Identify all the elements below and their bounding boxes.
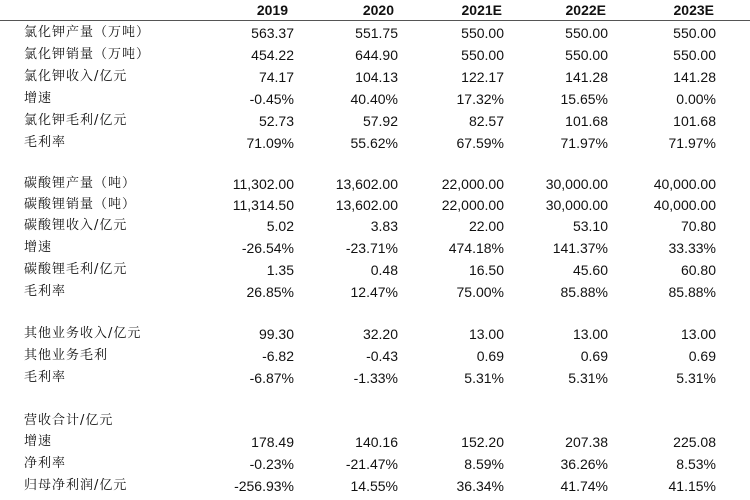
table-row [0, 66, 750, 88]
cell-2020: 57.92 [362, 113, 398, 129]
cell-2020: 104.13 [355, 69, 398, 85]
cell-2019: -26.54% [241, 240, 294, 256]
cell-2023e: 60.80 [680, 262, 716, 278]
table-row [0, 215, 750, 237]
cell-2019: -6.87% [249, 370, 294, 386]
header-year-2019: 2019 [256, 2, 288, 18]
cell-2022e: 15.65% [560, 91, 608, 107]
row-label: 营收合计/亿元 [24, 413, 114, 428]
cell-2021e: 550.00 [461, 25, 504, 41]
cell-2023e: 13.00 [680, 326, 716, 342]
table-row [0, 237, 750, 259]
cell-2022e: 45.60 [572, 262, 608, 278]
row-label: 碳酸锂销量（吨） [24, 197, 137, 212]
cell-2020: 140.16 [355, 434, 398, 450]
cell-2020: -0.43 [366, 348, 398, 364]
header-year-2023e: 2023E [673, 2, 714, 18]
cell-2023e: 0.00% [676, 91, 716, 107]
row-label: 其他业务收入/亿元 [24, 326, 142, 341]
cell-2023e: 8.53% [676, 456, 716, 472]
header-year-2022e: 2022E [565, 2, 606, 18]
cell-2021e: 82.57 [468, 113, 504, 129]
table-row [0, 22, 750, 44]
cell-2023e: 71.97% [668, 135, 716, 151]
cell-2022e: 36.26% [560, 456, 608, 472]
cell-2021e: 75.00% [456, 284, 504, 300]
cell-2019: 11,302.00 [232, 176, 294, 192]
cell-2023e: 0.69 [688, 348, 716, 364]
cell-2021e: 16.50 [468, 262, 504, 278]
cell-2023e: 70.80 [680, 218, 716, 234]
cell-2023e: 40,000.00 [653, 176, 716, 192]
table-row [0, 110, 750, 132]
cell-2022e: 550.00 [565, 25, 608, 41]
cell-2021e: 67.59% [456, 135, 504, 151]
cell-2021e: 5.31% [464, 370, 504, 386]
cell-2023e: 550.00 [673, 25, 716, 41]
cell-2021e: 474.18% [448, 240, 504, 256]
row-label: 氯化钾产量（万吨） [24, 25, 151, 40]
cell-2023e: 33.33% [668, 240, 716, 256]
cell-2023e: 5.31% [676, 370, 716, 386]
cell-2020: 3.83 [370, 218, 398, 234]
cell-2022e: 141.28 [565, 69, 608, 85]
cell-2022e: 71.97% [560, 135, 608, 151]
cell-2022e: 53.10 [572, 218, 608, 234]
table-row [0, 132, 750, 154]
row-label: 归母净利润/亿元 [24, 478, 128, 493]
row-label: 毛利率 [24, 370, 67, 385]
cell-2020: 40.40% [350, 91, 398, 107]
cell-2020: 644.90 [355, 47, 398, 63]
table-row [0, 44, 750, 66]
row-label: 碳酸锂收入/亿元 [24, 218, 128, 233]
cell-2021e: 8.59% [464, 456, 504, 472]
row-label: 氯化钾毛利/亿元 [24, 113, 128, 128]
table-row [0, 345, 750, 367]
cell-2021e: 122.17 [461, 69, 504, 85]
cell-2021e: 22,000.00 [441, 197, 504, 213]
row-label: 增速 [24, 240, 53, 255]
cell-2021e: 13.00 [468, 326, 504, 342]
cell-2021e: 22.00 [468, 218, 504, 234]
cell-2023e: 85.88% [668, 284, 716, 300]
cell-2023e: 550.00 [673, 47, 716, 63]
table-row [0, 173, 750, 195]
cell-2022e: 41.74% [560, 478, 608, 494]
cell-2021e: 17.32% [456, 91, 504, 107]
cell-2019: 454.22 [251, 47, 294, 63]
cell-2023e: 41.15% [668, 478, 716, 494]
cell-2021e: 0.69 [476, 348, 504, 364]
cell-2019: -0.23% [249, 456, 294, 472]
table-row [0, 194, 750, 216]
cell-2019: 1.35 [266, 262, 294, 278]
cell-2022e: 13.00 [572, 326, 608, 342]
cell-2019: -256.93% [234, 478, 294, 494]
cell-2020: 551.75 [355, 25, 398, 41]
cell-2023e: 141.28 [673, 69, 716, 85]
cell-2019: 5.02 [266, 218, 294, 234]
cell-2019: 71.09% [246, 135, 294, 151]
row-label: 氯化钾收入/亿元 [24, 69, 128, 84]
cell-2020: 55.62% [350, 135, 398, 151]
table-row [0, 475, 750, 497]
row-label: 毛利率 [24, 284, 67, 299]
row-label: 净利率 [24, 456, 67, 471]
cell-2022e: 30,000.00 [545, 176, 608, 192]
cell-2021e: 550.00 [461, 47, 504, 63]
table-row [0, 281, 750, 303]
row-label: 碳酸锂毛利/亿元 [24, 262, 128, 277]
row-label: 增速 [24, 434, 53, 449]
row-label: 氯化钾销量（万吨） [24, 47, 151, 62]
cell-2021e: 22,000.00 [441, 176, 504, 192]
cell-2019: 74.17 [258, 69, 294, 85]
row-label: 其他业务毛利 [24, 348, 109, 363]
cell-2019: 11,314.50 [232, 197, 294, 213]
cell-2019: 563.37 [251, 25, 294, 41]
cell-2022e: 101.68 [565, 113, 608, 129]
row-label: 碳酸锂产量（吨） [24, 176, 137, 191]
cell-2019: 52.73 [258, 113, 294, 129]
header-year-2021e: 2021E [461, 2, 502, 18]
cell-2023e: 40,000.00 [653, 197, 716, 213]
cell-2020: 13,602.00 [335, 197, 398, 213]
table-row [0, 323, 750, 345]
cell-2022e: 207.38 [565, 434, 608, 450]
cell-2022e: 141.37% [552, 240, 608, 256]
cell-2023e: 101.68 [673, 113, 716, 129]
cell-2020: 12.47% [350, 284, 398, 300]
cell-2022e: 85.88% [560, 284, 608, 300]
table-row [0, 259, 750, 281]
cell-2021e: 152.20 [461, 434, 504, 450]
cell-2020: -1.33% [353, 370, 398, 386]
table-row [0, 410, 750, 432]
cell-2019: 178.49 [251, 434, 294, 450]
row-label: 增速 [24, 91, 53, 106]
cell-2020: 13,602.00 [335, 176, 398, 192]
cell-2020: 32.20 [362, 326, 398, 342]
cell-2022e: 0.69 [580, 348, 608, 364]
cell-2019: -0.45% [249, 91, 294, 107]
cell-2020: 14.55% [350, 478, 398, 494]
table-row [0, 367, 750, 389]
cell-2020: -23.71% [345, 240, 398, 256]
table-row [0, 453, 750, 475]
cell-2022e: 30,000.00 [545, 197, 608, 213]
cell-2019: 26.85% [246, 284, 294, 300]
cell-2020: -21.47% [345, 456, 398, 472]
table-row [0, 88, 750, 110]
cell-2019: -6.82 [262, 348, 294, 364]
cell-2021e: 36.34% [456, 478, 504, 494]
table-header-row [0, 0, 750, 21]
cell-2019: 99.30 [258, 326, 294, 342]
row-label: 毛利率 [24, 135, 67, 150]
table-row [0, 431, 750, 453]
cell-2023e: 225.08 [673, 434, 716, 450]
cell-2022e: 550.00 [565, 47, 608, 63]
cell-2020: 0.48 [370, 262, 398, 278]
cell-2022e: 5.31% [568, 370, 608, 386]
header-year-2020: 2020 [362, 2, 394, 18]
